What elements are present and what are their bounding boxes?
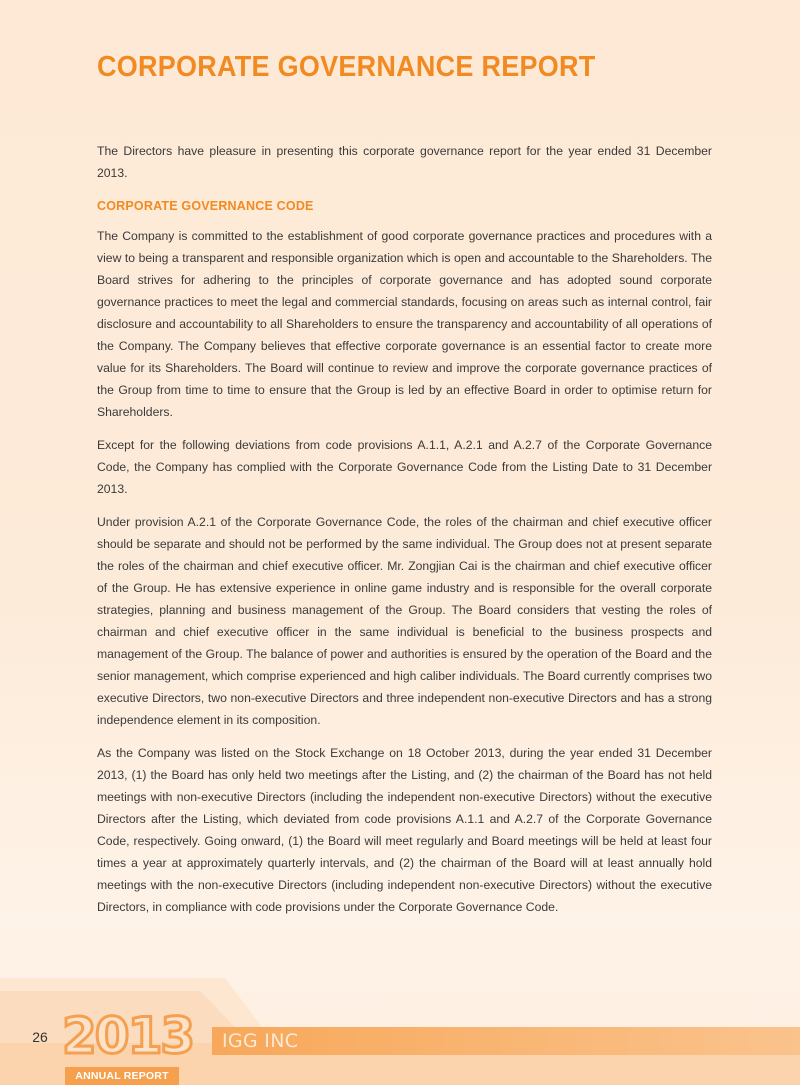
body-paragraph-3: Under provision A.2.1 of the Corporate Governance Code, the roles of the chairman and chief executive officer should be separate and should not be performed by the same individual. The Group does not at present separate the roles of the chairman and chief executive officer. Mr. Zongjian Cai is the chairman and chief executive officer of the Group. He has extensive experience in online game industry and is responsible for the overall corporate strategies, planning and business management of the Group. The Board considers that vesting the roles of chairman and chief executive officer in the same individual is beneficial to the business prospects and management of the Group. The balance of power and authorities is ensured by the operation of the Board and the senior management, which comprise experienced and high caliber individuals. The Board currently comprises two executive Directors, two non-executive Directors and three independent non-executive Directors and has a strong independence element in its composition. <box>97 515 712 727</box>
logo-year: 2013 <box>62 1007 194 1065</box>
company-name: IGG INC <box>222 1030 299 1052</box>
annual-report-logo <box>62 1007 194 1085</box>
page-number: 26 <box>32 1029 48 1045</box>
intro-paragraph: The Directors have pleasure in presenting this corporate governance report for the year ended 31 December 2013. <box>97 144 712 180</box>
body-paragraph-1: The Company is committed to the establishment of good corporate governance practices and procedures with a view to being a transparent and responsible organization which is open and accountable to the Shareholders. The Board strives for adhering to the principles of corporate governance and has adopted sound corporate governance practices to meet the legal and commercial standards, focusing on areas such as internal control, fair disclosure and accountability to all Shareholders to ensure the transparency and accountability of all operations of the Company. The Company believes that effective corporate governance is an essential factor to create more value for its Shareholders. The Board will continue to review and improve the corporate governance practices of the Group from time to time to ensure that the Group is led by an effective Board in order to optimise return for Shareholders. <box>97 229 712 419</box>
logo-subtitle: ANNUAL REPORT <box>65 1067 179 1085</box>
page-title: CORPORATE GOVERNANCE REPORT <box>97 51 596 83</box>
body-paragraph-2: Except for the following deviations from code provisions A.1.1, A.2.1 and A.2.7 of the Corporate Governance Code, the Company has complied with the Corporate Governance Code from the Listing Date to 31 December 2013. <box>97 438 712 496</box>
company-bar <box>212 1027 800 1055</box>
section-heading: CORPORATE GOVERNANCE CODE <box>97 199 314 213</box>
report-body <box>97 140 712 929</box>
body-paragraph-4: As the Company was listed on the Stock Exchange on 18 October 2013, during the year ended 31 December 2013, (1) the Board has only held two meetings after the Listing, and (2) the chairman of the Board has not held meetings with non-executive Directors (including the independent non-executive Directors) without the executive Directors after the Listing, which deviated from code provisions A.1.1 and A.2.7 of the Corporate Governance Code, respectively. Going onward, (1) the Board will meet regularly and Board meetings will be held at least four times a year at approximately quarterly intervals, and (2) the chairman of the Board will at least annually hold meetings with the non-executive Directors (including independent non-executive Directors) without the executive Directors, in compliance with code provisions under the Corporate Governance Code. <box>97 746 712 914</box>
